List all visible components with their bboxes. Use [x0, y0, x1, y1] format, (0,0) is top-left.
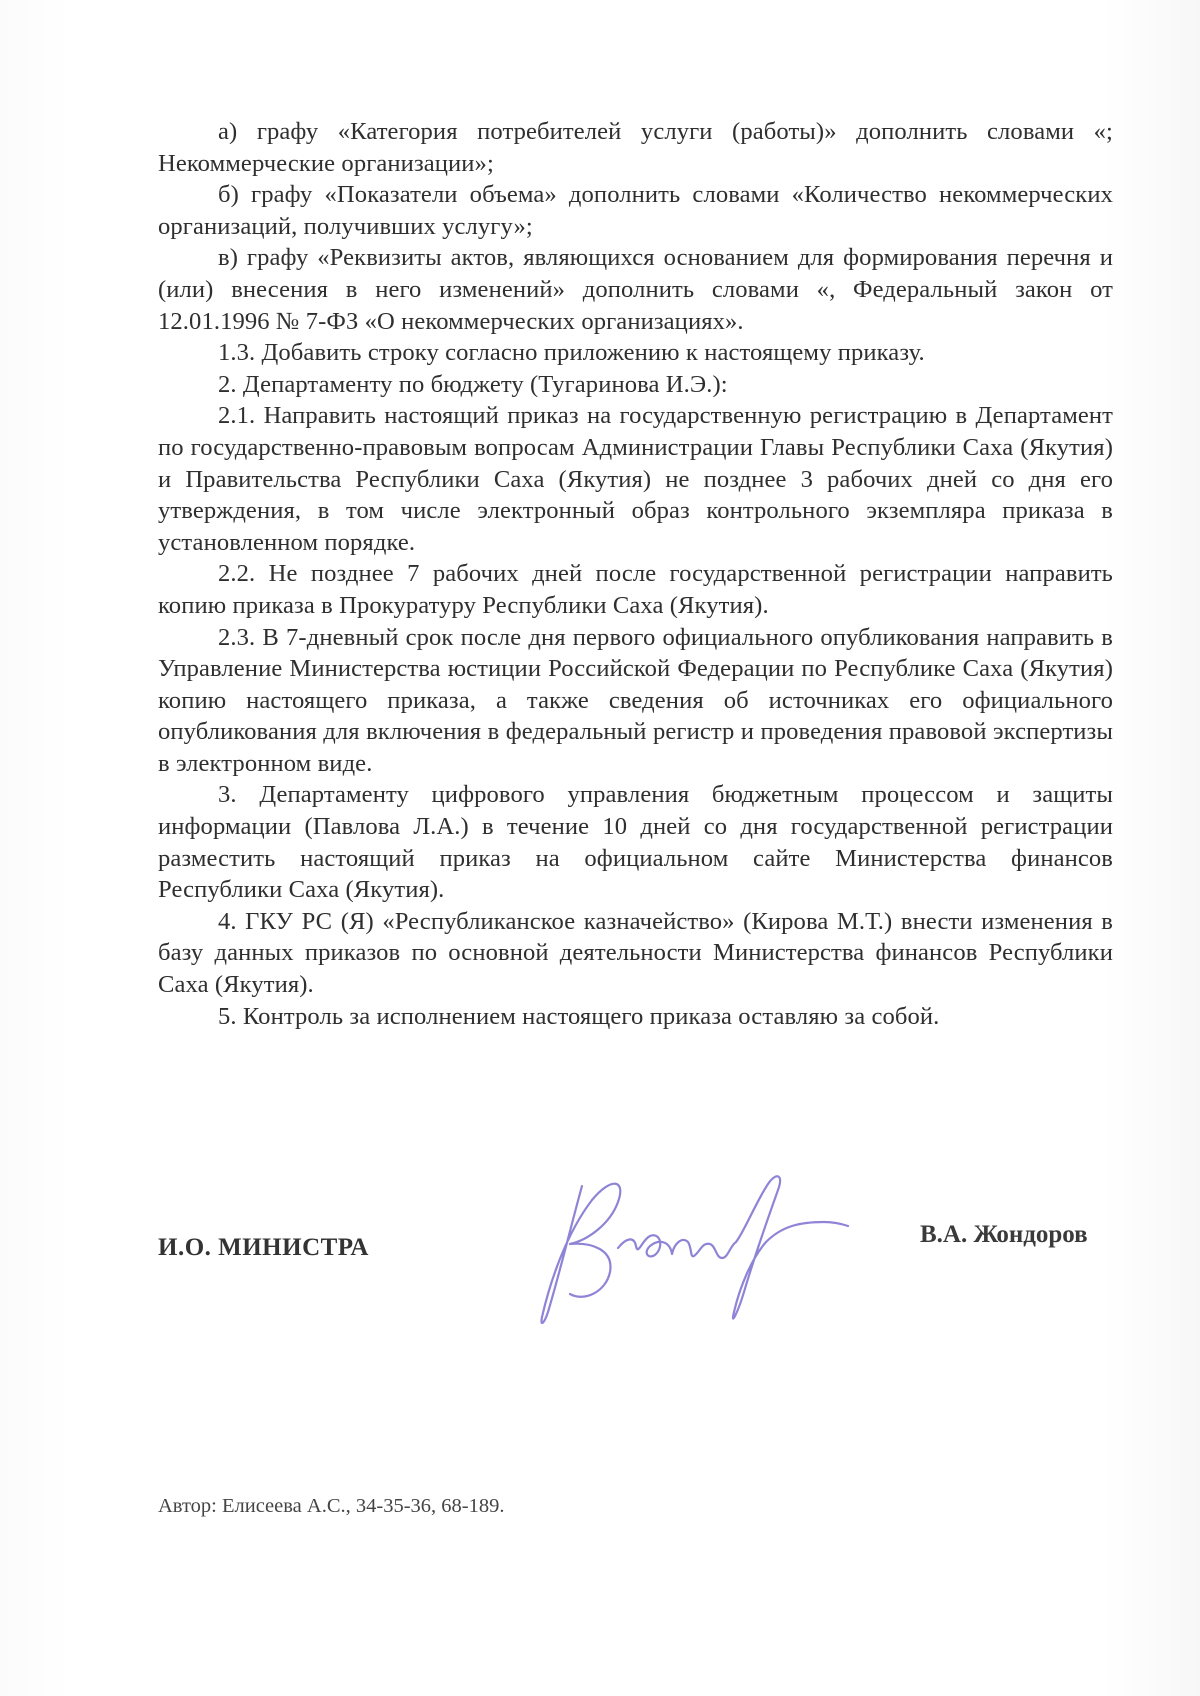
paragraph-2-3: 2.3. В 7-дневный срок после дня первого официального опубликования направить в Управление Министерства юстиции Российской Федерации по Республике Саха (Якутия) копию настоящего приказа, а также сведения об источниках его официального опубликования для включения в федеральный регистр и проведения правовой экспертизы в электронном виде. [158, 623, 1113, 777]
author-line: Автор: Елисеева А.С., 34-35-36, 68-189. [158, 1495, 505, 1517]
paragraph-b: б) графу «Показатели объема» дополнить словами «Количество некоммерческих организаций, получивших услугу»; [158, 181, 1113, 240]
paragraph-a: а) графу «Категория потребителей услуги (работы)» дополнить словами «; Некоммерческие организации»; [158, 118, 1113, 177]
paragraph-4: 4. ГКУ РС (Я) «Республиканское казначейство» (Кирова М.Т.) внести изменения в базу данных приказов по основной деятельности Министерства финансов Республики Саха (Якутия). [158, 907, 1113, 999]
document-body [158, 116, 1113, 1032]
paragraph-2-2: 2.2. Не позднее 7 рабочих дней после государственной регистрации направить копию приказа в Прокуратуру Республики Саха (Якутия). [158, 560, 1113, 619]
paragraph-3: 3. Департаменту цифрового управления бюджетным процессом и защиты информации (Павлова Л.А.) в течение 10 дней со дня государственной регистрации разместить настоящий приказ на официальном сайте Министерства финансов Республики Саха (Якутия). [158, 781, 1113, 904]
paragraph-1-3: 1.3. Добавить строку согласно приложению к настоящему приказу. [218, 339, 925, 367]
paragraph-2: 2. Департаменту по бюджету (Тугаринова И.Э.): [218, 370, 728, 398]
paragraph-c: в) графу «Реквизиты актов, являющихся основанием для формирования перечня и (или) внесения в него изменений» дополнить словами «, Федеральный закон от 12.01.1996 № 7-ФЗ «О некоммерческих организациях». [158, 244, 1113, 335]
signatory-title: И.О. МИНИСТРА [158, 1234, 369, 1261]
paragraph-5: 5. Контроль за исполнением настоящего приказа оставляю за собой. [218, 1002, 940, 1030]
signatory-name: В.А. Жондоров [920, 1221, 1088, 1248]
paragraph-2-1: 2.1. Направить настоящий приказ на государственную регистрацию в Департамент по государственно-правовым вопросам Администрации Главы Республики Саха (Якутия) и Правительства Республики Саха (Якутия) не позднее 3 рабочих дней со дня его утверждения, в том числе электронный образ контрольного экземпляра приказа в установленном порядке. [158, 402, 1113, 556]
handwritten-signature [530, 1162, 850, 1332]
